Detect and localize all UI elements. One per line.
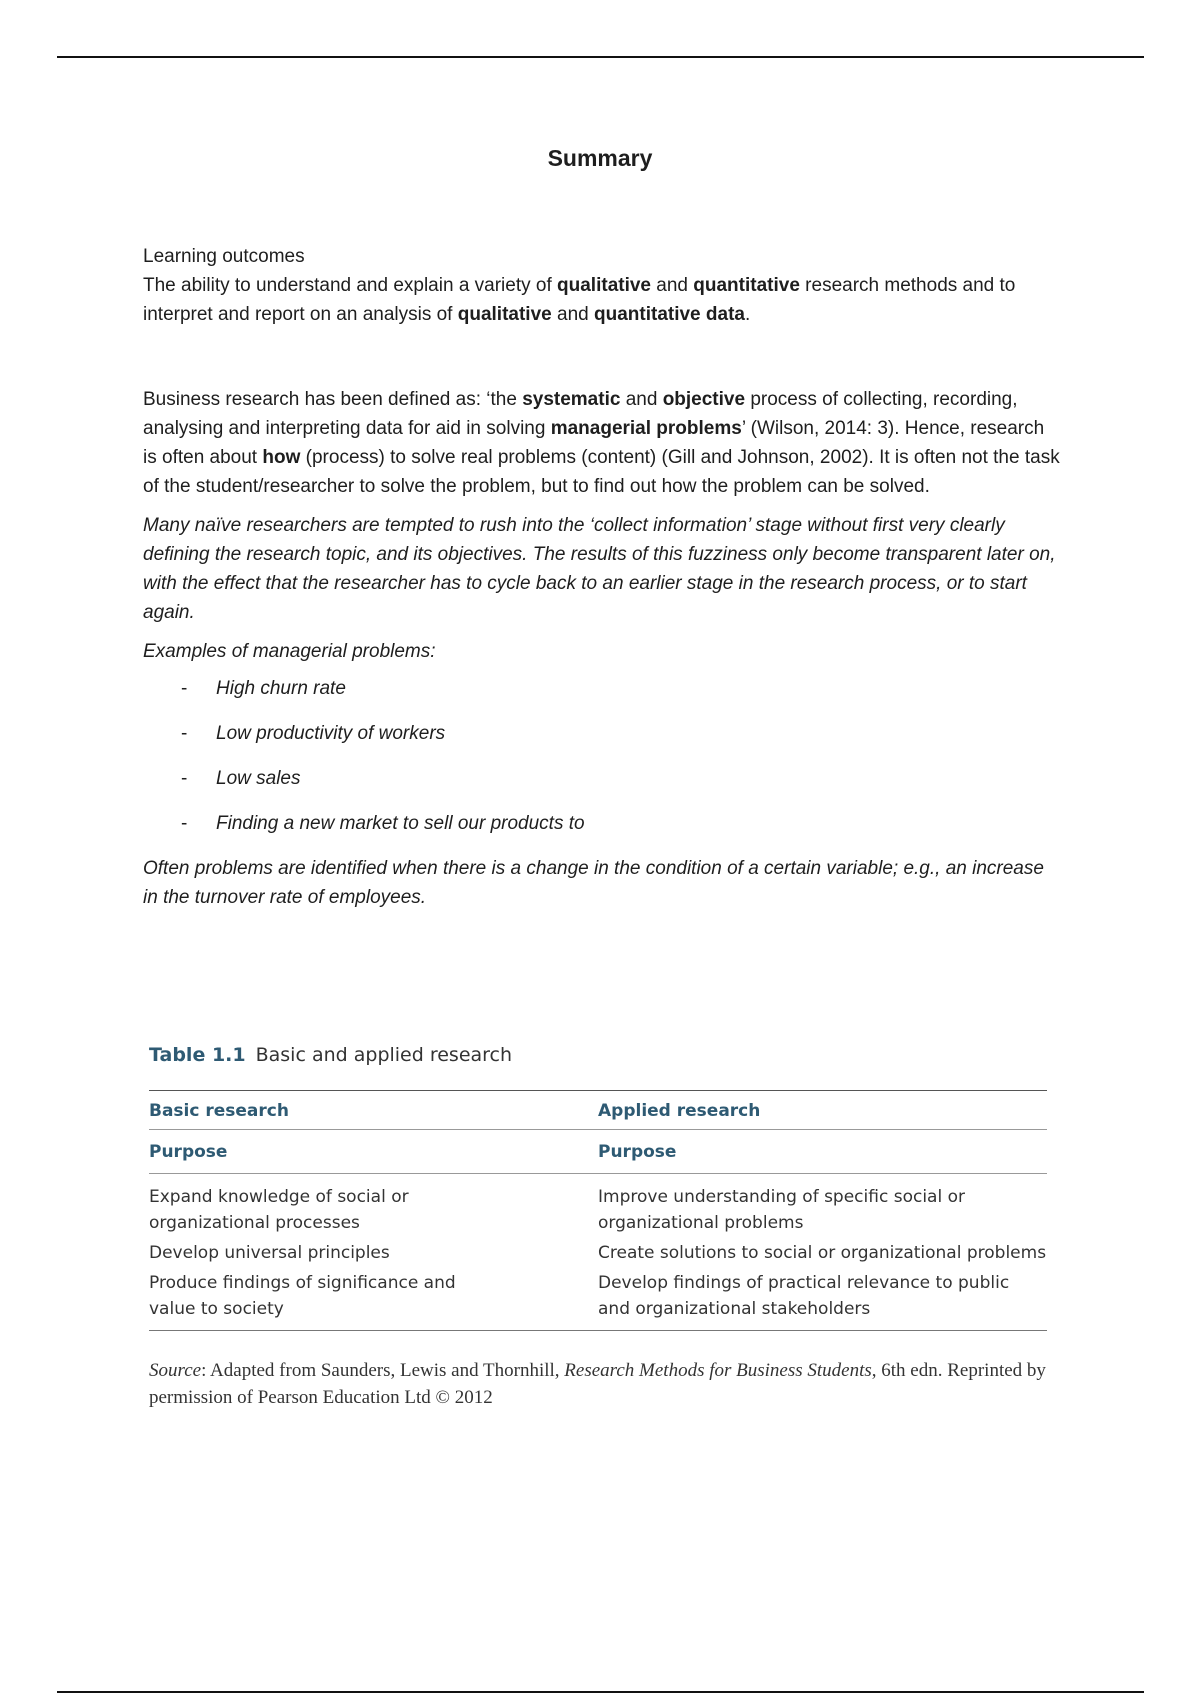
table-cell: Expand knowledge of social or organizational processes bbox=[149, 1187, 409, 1233]
list-item: - High churn rate bbox=[143, 674, 1063, 703]
table-source-note: Source: Adapted from Saunders, Lewis and Thornhill, Research Methods for Business Students, 6th edn. Reprinted by permission of Pearson Education Ltd © 2012 bbox=[149, 1360, 1046, 1408]
list-item: - Low productivity of workers bbox=[143, 719, 1063, 748]
problem-identification-paragraph: Often problems are identified when there is a change in the condition of a certain variable; e.g., an increase in the turnover rate of employees. bbox=[143, 858, 1044, 908]
page-title: Summary bbox=[547, 145, 653, 171]
table-subheader-row bbox=[149, 1130, 1047, 1174]
bullet-dash: - bbox=[181, 723, 188, 744]
table-cell: Develop findings of practical relevance to public and organizational stakeholders bbox=[598, 1268, 1047, 1331]
naive-researchers-paragraph: Many naïve researchers are tempted to rush into the ‘collect information’ stage without first very clearly defining the research topic, and its objectives. The results of this fuzziness only become transparent later on, with the effect that the researcher has to cycle back to an earlier stage in the research process, or to start again. bbox=[143, 515, 1056, 623]
footer-rule bbox=[57, 1691, 1144, 1693]
document-body bbox=[143, 242, 1063, 912]
learning-outcomes-heading: Learning outcomes bbox=[143, 246, 305, 267]
list-item: - Low sales bbox=[143, 764, 1063, 793]
bullet-dash: - bbox=[181, 813, 188, 834]
table-row bbox=[149, 1174, 1047, 1239]
basic-applied-research-table bbox=[149, 1090, 1047, 1331]
research-table-figure bbox=[149, 1040, 1047, 1411]
business-research-definition: Business research has been defined as: ‘the systematic and objective process of collecting, recording, analysing and interpreting data for aid in solving managerial problems’ (Wilson, 2014: 3). Hence, research is often about how (process) to solve real problems (content) (Gill and Johnson, 2002). It is often not the task of the student/researcher to solve the problem, but to find out how the problem can be solved. bbox=[143, 389, 1060, 497]
managerial-problems-list bbox=[143, 674, 1063, 838]
table-header-row bbox=[149, 1091, 1047, 1130]
table-cell: Produce findings of significance and value to society bbox=[149, 1268, 598, 1331]
table-row bbox=[149, 1268, 1047, 1331]
column-header-applied: Applied research bbox=[598, 1091, 1047, 1130]
learning-outcomes-text: The ability to understand and explain a variety of qualitative and quantitative research methods and to interpret and report on an analysis of qualitative and quantitative data. bbox=[143, 275, 1016, 325]
column-header-basic: Basic research bbox=[149, 1091, 598, 1130]
table-title: Basic and applied research bbox=[255, 1044, 513, 1066]
bullet-dash: - bbox=[181, 678, 188, 699]
table-cell: Develop universal principles bbox=[149, 1243, 390, 1263]
subheader-basic: Purpose bbox=[149, 1130, 598, 1174]
subheader-applied: Purpose bbox=[598, 1130, 1047, 1174]
table-caption bbox=[149, 1040, 1047, 1070]
table-cell: Create solutions to social or organizational problems bbox=[598, 1243, 1047, 1263]
bullet-dash: - bbox=[181, 768, 188, 789]
examples-intro: Examples of managerial problems: bbox=[143, 641, 436, 662]
table-label: Table 1.1 bbox=[149, 1044, 246, 1066]
header-rule bbox=[57, 56, 1144, 58]
list-item: - Finding a new market to sell our products to bbox=[143, 809, 1063, 838]
table-cell: Improve understanding of specific social or organizational problems bbox=[598, 1187, 965, 1233]
table-row bbox=[149, 1238, 1047, 1268]
